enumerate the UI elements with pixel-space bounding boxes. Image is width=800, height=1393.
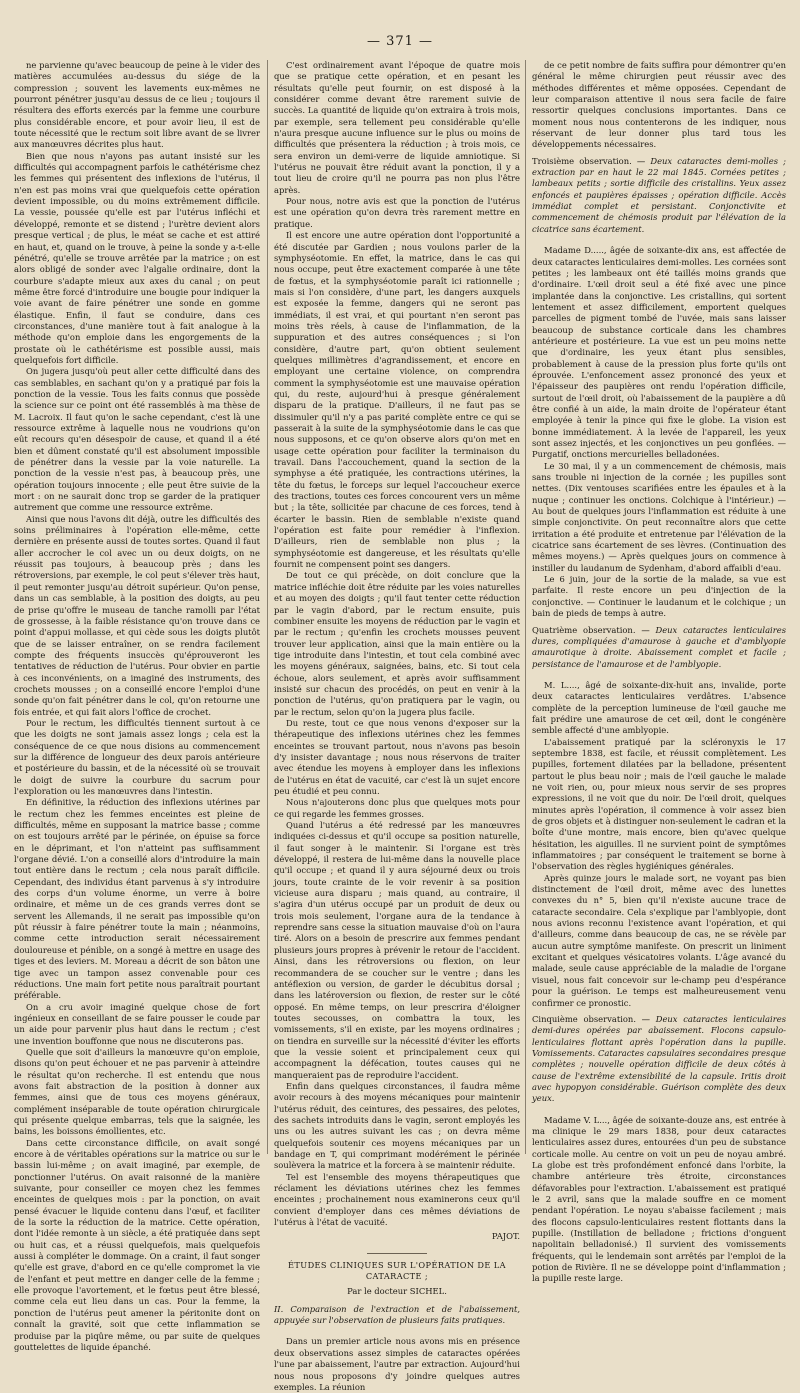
paragraph: De tout ce qui précède, on doit conclure que la matrice infléchie doit être réduite par les voies naturelles et au moyen des doigts ; qu'il faut tenter cette réduction par le vagin d'abord, par le rectum ensuite, puis combiner ensuite les moyens de réduction par le vagin et par le rectum ; qu'enfin les crochets mousses peuvent trouver leur application, ainsi que la main entière ou la tige introduite dans l'intestin, et tout cela combiné avec les moyens généraux, saignées, bains, etc. Si tout cela échoue, alors seulement, et après avoir suffisamment insisté sur chacun des procédés, on peut en venir à la ponction de l'utérus, qu'on pratiquera par le vagin, ou par le rectum, selon qu'on la jugera plus facile. — [274, 570, 520, 717]
paragraph: Madame D....., âgée de soixante-dix ans, est affectée de deux cataractes lenticulaires demi-molles. Les cornées sont petites ; les lambeaux ont été taillés moins grands que d'ordinaire. L'œil droit seul a été fixé avec une pince implantée dans la conjonctive. Les cristallins, qui sortent lentement et assez difficilement, emportent quelques parcelles de pigment tombé de l'uvée, mais sans laisser beaucoup de substance corticale dans les chambres antérieure et postérieure. La vue est un peu moins nette que d'ordinaire, les yeux étant plus sensibles, probablement à cause de la pression plus forte qu'ils ont éprouvée. L'enfoncement assez prononcé des yeux et l'épaisseur des paupières ont rendu l'opération difficile, surtout de l'œil droit, où l'abaissement de la paupière a dû être confié à un aide, la main droite de l'opérateur étant employée à tenir la pince qui fixe le globe. La vision est bonne immédiatement. À la levée de l'appareil, les yeux sont assez injectés, et les conjonctives un peu gonflées. — Purgatif, onctions mercurielles belladonées. — [532, 245, 786, 460]
observation-label: Cinquième observation. — [532, 1013, 636, 1024]
paragraph: C'est ordinairement avant l'époque de quatre mois que se pratique cette opération, et en pesant les résultats qu'elle peut fournir, on est disposé à la considérer comme devant être rarement suivie de succès. La quantité de liquide qu'on extraira à trois mois, par exemple, sera tellement peu considérable qu'elle n'aura presque aucune influence sur le plus ou moins de difficultés que présentera la réduction ; à trois mois, ce sera environ un demi-verre de liquide amniotique. Si l'utérus ne pouvait être réduit avant la ponction, il y a tout lieu de croire qu'il ne pourra pas non plus l'être après. — [274, 60, 520, 195]
observation-title: — Deux cataractes lenticulaires dures, compliquées d'amaurose à gauche et d'amblyopie amaurotique à droite. Abaissement complet et facile ; persistance de l'amaurose et de l'amblyopie. — [532, 624, 786, 669]
paragraph: Du reste, tout ce que nous venons d'exposer sur la thérapeutique des inflexions utérines chez les femmes enceintes se trouvant partout, nous n'avons pas besoin d'y insister davantage ; nous nous réservons de traiter avec étendue les moyens à employer dans les inflexions de l'utérus en état de vacuité, car c'est là un sujet encore peu étudié et peu connu. — [274, 717, 520, 796]
paragraph: Bien que nous n'ayons pas autant insisté sur les difficultés qui accompagnent parfois le cathétérisme chez les femmes qui présentent des inflexions de l'utérus, il n'en est pas moins vrai que quelquefois cette opération devient impossible, ou du moins extrêmement difficile. La vessie, poussée qu'elle est par l'utérus infléchi et développé, remonte et se distend ; l'urètre devient alors presque vertical ; de plus, le méat se cache et est attiré en haut, et, quand on le trouve, à peine la sonde y a-t-elle pénétré, qu'elle se trouve arrêtée par la matrice ; on est alors obligé de sonder avec l'algalie ordinaire, dont la courbure s'adapte mieux aux axes du canal ; on peut même être forcé d'introduire une bougie pour indiquer la voie avant de faire pénétrer une sonde en gomme élastique. Enfin, il faut se conduire, dans ces circonstances, d'une manière tout à fait analogue à la méthode qu'on emploie dans les engorgements de la prostate où le cathétérisme est possible aussi, mais quelquefois fort difficile. — [14, 150, 260, 365]
section-title: ÉTUDES CLINIQUES SUR L'OPÉRATION DE LA CATARACTE ; — [288, 1259, 506, 1282]
paragraph: Pour nous, notre avis est que la ponction de l'utérus est une opération qu'on devra très rarement mettre en pratique. — [274, 196, 520, 229]
paragraph: En définitive, la réduction des inflexions utérines par le rectum chez les femmes enceintes est pleine de difficultés, même en supposant la matrice basse ; comme on est toujours arrêté par le périnée, on épuise sa force en le déprimant, et l'on n'atteint pas suffisamment l'organe dévié. L'on a conseillé alors d'introduire la main tout entière dans le rectum ; cela nous paraît difficile. Cependant, des individus étant parvenus à s'y introduire des corps d'un volume énorme, un verre à boire ordinaire, et même un de ces grands verres dont se servent les Allemands, il ne serait pas impossible qu'on pût réussir à faire pénétrer toute la main ; néanmoins, comme cette introduction serait nécessairement douloureuse et pénible, on a songé à mettre en usage des tiges et des leviers. M. Moreau a décrit de son bâton une tige avec un tampon assez convenable pour ces réductions. Une main fort petite nous paraîtrait pourtant préférable. — [14, 797, 260, 1001]
paragraph: de ce petit nombre de faits suffira pour démontrer qu'en général le même chirurgien peut réussir avec des méthodes différentes et même opposées. Cependant de leur comparaison attentive il nous sera facile de faire ressortir quelques conclusions importantes. Dans ce moment nous nous contenterons de les indiquer, nous réservant de leur donner plus tard tous les développements nécessaires. — [532, 60, 786, 150]
paragraph: Dans cette circonstance difficile, on avait songé encore à de véritables opérations sur la matrice ou sur le bassin lui-même ; on avait imaginé, par exemple, de ponctionner l'utérus. On avait raisonné de la manière suivante, pour conseiller ce moyen chez les femmes enceintes de quelques mois : par la ponction, on avait pensé évacuer le liquide contenu dans l'œuf, et faciliter de la sorte la réduction de la matrice. Cette opération, dont l'idée remonte à un siècle, a été pratiquée dans sept ou huit cas, et a réussi quelquefois, mais quelquefois aussi à compléter le dommage. On a craint, il faut songer qu'elle est grave, d'abord en ce qu'elle compromet la vie de l'enfant et peut mettre en danger celle de la femme ; elle provoque l'avortement, et le fœtus peut être blessé, comme cela eut lieu dans un cas. Pour la femme, la ponction de l'utérus peut amener la péritonite dont on connaît la gravité, soit que cette inflammation se produise par la piqûre même, ou par suite de quelques gouttelettes de liquide épanché. — [14, 1137, 260, 1352]
paragraph: Madame V. L..., âgée de soixante-douze ans, est entrée à ma clinique le 29 mars 1838, pour deux cataractes lenticulaires assez dures, entourées d'un peu de substance corticale molle. Au centre on voit un peu de noyau ambré. La globe est très profondément enfoncé dans l'orbite, la chambre antérieure très étroite, circonstances défavorables pour l'extraction. L'abaissement est pratiqué le 2 avril, sans que la malade souffre en ce moment pendant l'opération. Le noyau s'abaisse facilement ; mais des flocons capsulo-lenticulaires restent flottants dans la pupille. (Instillation de belladone ; frictions d'onguent napolitain belladonisé.) Il survient des vomissements fréquents, qui le lendemain sont arrêtés par l'emploi de la potion de Rivière. Il ne se développe point d'inflammation ; la pupille reste large. — [532, 1114, 786, 1284]
column-divider — [267, 60, 268, 1154]
section-author: Par le docteur SICHEL. — [347, 1286, 447, 1297]
observation-heading — [532, 625, 786, 670]
paragraph: Quelle que soit d'ailleurs la manœuvre qu'on emploie, disons qu'on peut échouer et ne pas parvenir à atteindre le résultat qu'on recherche. Il est entendu que nous avons fait abstraction de la position à donner aux femmes, ainsi que de tous ces moyens généraux, complément inséparable de toute opération chirurgicale qui présente quelque embarras, tels que la saignée, les bains, les boissons émollientes, etc. — [14, 1046, 260, 1137]
paragraph: Après quinze jours le malade sort, ne voyant pas bien distinctement de l'œil droit, même avec des lunettes convexes du n° 5, bien qu'il n'existe aucune trace de cataracte secondaire. Cela s'explique par l'amblyopie, dont nous avions reconnu l'existence avant l'opération, et qui d'ailleurs, comme dans beaucoup de cas, ne se révèle par aucun autre symptôme manifeste. On prescrit un liniment excitant et quelques vésicatoires volants. L'âge avancé du malade, seule cause appréciable de la maladie de l'organe visuel, nous fait concevoir sur le-champ peu d'espérance pour la guérison. Le temps est malheureusement venu confirmer ce pronostic. — [532, 872, 786, 1008]
section-divider — [367, 1253, 427, 1254]
paragraph: M. L...., âgé de soixante-dix-huit ans, invalide, porte deux cataractes lenticulaires verdâtres. L'absence complète de la perception lumineuse de l'œil gauche me fait prédire une amaurose de cet œil, dont le congénère semble affecté d'une amblyopie. — [532, 679, 786, 736]
section-heading: II. Comparaison de l'extraction et de l'abaissement, appuyée sur l'observation de plusieurs faits pratiques. — [274, 1303, 520, 1326]
observation-title: — Deux cataractes lenticulaires demi-dures opérées par abaissement. Flocons capsulo-lenticulaires flottant après l'opération dans la pupille. Vomissements. Cataractes capsulaires secondaires presque complètes ; nouvelle opération difficile de deux côtés à cause de l'extrême extensibilité de la capsule. Iritis droit avec hypopyon considérable. Guérison complète des deux yeux. — [532, 1013, 786, 1104]
observation-heading — [532, 156, 786, 235]
paragraph: Nous n'ajouterons donc plus que quelques mots pour ce qui regarde les femmes grosses. — [274, 797, 520, 819]
paragraph: L'abaissement pratiqué par la scléronyxis le 17 septembre 1838, est facile, et réussit complètement. Les pupilles, fortement dilatées par la belladone, présentent partout le plus beau noir ; mais de l'œil gauche le malade ne voit rien, ou, pour mieux nous servir de ses propres expressions, il ne voit que du noir. De l'œil droit, quelques minutes après l'opération, il commence à voir assez bien de gros objets et à distinguer non-seulement le cadran et la boîte d'une montre, mais encore, bien qu'avec quelque hésitation, les aiguilles. Il ne survient point de symptômes inflammatoires ; par conséquent le traitement se borne à l'observation des règles hygiéniques générales. — [532, 736, 786, 872]
observation-heading — [532, 1014, 786, 1105]
paragraph: On a cru avoir imaginé quelque chose de fort ingénieux en conseillant de se faire pousser le coude par un aide pour parvenir plus haut dans le rectum ; c'est une invention bouffonne que nous ne discuterons pas. — [14, 1001, 260, 1046]
paragraph: Le 6 juin, jour de la sortie de la malade, sa vue est parfaite. Il reste encore un peu d'injection de la conjonctive. — Continuer le laudanum et le colchique ; un bain de pieds de temps à autre. — [532, 574, 786, 619]
paragraph: Il est encore une autre opération dont l'opportunité a été discutée par Gardien ; nous voulons parler de la symphyséotomie. En effet, la matrice, dans le cas qui nous occupe, peut être exactement comparée à une tête de fœtus, et la symphyséotomie paraît ici rationnelle ; mais si l'on considère, d'une part, les dangers auxquels est exposée la femme, dangers qui ne seront pas immédiats, il est vrai, et qui pourtant n'en seront pas moins très réels, à cause de l'inflammation, de la suppuration et des autres conséquences ; si l'on considère, d'autre part, qu'on obtient seulement quelques millimètres d'agrandissement, et encore en employant une certaine violence, on comprendra comment la symphyséotomie est une mauvaise opération qui, du reste, aujourd'hui à presque généralement disparu de la pratique. D'ailleurs, il ne faut pas se dissimuler qu'il n'y a pas parité complète entre ce qui se passerait à la suite de la symphyséotomie dans le cas que nous supposons, et ce qu'on observe alors qu'on met en usage cette opération pour faciliter la terminaison du travail. Dans l'accouchement, quand la section de la symphyse a été pratiquée, les contractions utérines, la tête du fœtus, le forceps sur lequel l'accoucheur exerce des tractions, toutes ces forces concourent vers un même but ; la tête, sollicitée par chacune de ces forces, tend à écarter le bassin. Rien de semblable n'existe quand l'opération est faite pour remédier à l'inflexion. D'ailleurs, rien de semblable non plus ; la symphyséotomie est dangereuse, et les résultats qu'elle fournit ne compensent point ses dangers. — [274, 230, 520, 570]
column-right — [532, 60, 786, 1284]
paragraph: Enfin dans quelques circonstances, il faudra même avoir recours à des moyens mécaniques pour maintenir l'utérus réduit, des ceintures, des pessaires, des pelotes, des sachets introduits dans le vagin, seront employés les uns ou les autres suivant les cas ; on devra même quelquefois soutenir ces moyens mécaniques par un bandage en T, qui comprimant modérément le périnée soulèvera la matrice et la forcera à se maintenir réduite. — [274, 1080, 520, 1171]
column-left — [14, 60, 260, 1352]
paragraph: Dans un premier article nous avons mis en présence deux observations assez simples de cataractes opérées l'une par abaissement, l'autre par extraction. Aujourd'hui nous nous proposons d'y joindre quelques autres exemples. La réunion — [274, 1336, 520, 1392]
article-signature: PAJOT. — [491, 1231, 520, 1242]
paragraph: Ainsi que nous l'avons dit déjà, outre les difficultés des soins préliminaires à l'opération elle-même, cette dernière en présente aussi de toutes sortes. Quand il faut aller accrocher le col avec un ou deux doigts, on ne réussit pas toujours, à beaucoup près ; dans les rétroversions, par exemple, le col peut s'élever très haut, il peut remonter jusqu'au détroit supérieur. Qu'on pense, dans un cas semblable, à la position des doigts, au peu de prise qu'offre le museau de tanche ramolli par l'état de grossesse, à la faible résistance qu'on trouve dans ce point d'appui mollasse, et qui cède sous les doigts plutôt que de se laisser entraîner, on se rendra facilement compte des fréquents insuccès qu'éprouveront les tentatives de réduction de l'utérus. Pour obvier en partie à ces inconvénients, on a imaginé des instruments, des crochets mousses ; on a conseillé encore l'emploi d'une sonde qu'on fait pénétrer dans le col, qu'on retourne une fois entrée, et qui fait alors l'office de crochet. — [14, 513, 260, 717]
column-divider — [525, 60, 526, 1154]
observation-title: — Deux cataractes demi-molles ; extraction par en haut le 22 mai 1845. Cornées petites ; lambeaux petits ; sortie difficile des cristallins. Yeux assez enfoncés et paupières épaisses ; opération difficile. Accès immédiat complet et persistant. Conjonctivite et commencement de chémosis produit par l'élévation de la cicatrice sans écartement. — [532, 155, 786, 234]
paragraph: On jugera jusqu'où peut aller cette difficulté dans des cas semblables, en sachant qu'on y a pratiqué par fois la ponction de la vessie. Tous les faits connus que possède la science sur ce point ont été rassemblés à ma thèse de M. Lacroix. Il faut qu'on le sache cependant, c'est là une ressource extrême à laquelle nous ne voudrions qu'on eût recours qu'en désespoir de cause, et quand il a été bien et dûment constaté qu'il est absolument impossible de pénétrer dans la vessie par la voie naturelle. La ponction de la vessie n'est pas, à beaucoup près, une opération toujours innocente ; elle peut être suivie de la mort : on ne saurait donc trop se garder de la pratiquer autrement que comme une ressource extrême. — [14, 366, 260, 513]
paragraph: Le 30 mai, il y a un commencement de chémosis, mais sans trouble ni injection de la cornée ; les pupilles sont nettes. (Dix ventouses scarifiées entre les épaules et à la nuque ; continuer les onctions. Colchique à l'intérieur.) — Au bout de quelques jours l'inflammation est réduite à une simple conjonctivite. On peut reconnaître alors que cette irritation a été produite et entretenue par l'élévation de la cicatrice sans écartement de ses lèvres. (Continuation des mêmes moyens.) — Après quelques jours on commence à instiller du laudanum de Sydenham, d'abord affaibli d'eau. — [532, 460, 786, 573]
paragraph: Pour le rectum, les difficultés tiennent surtout à ce que les doigts ne sont jamais assez longs ; cela est la conséquence de ce que nous disions au commencement sur la différence de longueur des deux parois antérieure et postérieure du bassin, et de la nécessité où se trouvait le doigt de suivre la courbure du sacrum pour l'exploration ou les manœuvres dans l'intestin. — [14, 717, 260, 796]
page-number: — 371 — — [366, 34, 434, 49]
observation-label: Troisième observation. — [532, 155, 632, 166]
column-middle — [274, 60, 520, 1392]
paragraph: Tel est l'ensemble des moyens thérapeutiques que réclament les déviations utérines chez les femmes enceintes ; prochainement nous examinerons ceux qu'il convient d'employer dans ces mêmes déviations de l'utérus à l'état de vacuité. — [274, 1171, 520, 1228]
paragraph: Quand l'utérus a été redressé par les manœuvres indiquées ci-dessus et qu'il occupe sa position naturelle, il faut songer à le maintenir. Si l'organe est très développé, il restera de lui-même dans la nouvelle place qu'il occupe ; et quand il y aura séjourné deux ou trois jours, toute crainte de le voir revenir à sa position vicieuse aura disparu ; mais quand, au contraire, il s'agira d'un utérus occupé par un produit de deux ou trois mois seulement, l'organe aura de la tendance à reprendre sans cesse la situation mauvaise d'où on l'aura tiré. Alors on a besoin de prescrire aux femmes pendant plusieurs jours propres à prévenir le retour de l'accident. Ainsi, dans les rétroversions ou flexion, on leur recommandera de se coucher sur le ventre ; dans les antéflexion ou version, de garder le décubitus dorsal ; dans les latéroversion ou flexion, de rester sur le côté opposé. En même temps, on leur prescrira d'éloigner toutes secousses, on combattra la toux, les vomissements, s'il en existe, par les moyens ordinaires ; on tiendra en surveille sur la nécessité d'éviter les efforts que la vessie soient et principalement ceux qui accompagnent la défécation, toutes causes qui ne manqueraient pas de reproduire l'accident. — [274, 820, 520, 1080]
observation-label: Quatrième observation. — [532, 624, 636, 635]
paragraph: ne parvienne qu'avec beaucoup de peine à le vider des matières accumulées au-dessus du siége de la compression ; souvent les lavements eux-mêmes ne pourront pénétrer jusqu'au dessus de ce lieu ; toujours il résultera des efforts exercés par la femme une courbure plus considérable encore, et pour avoir lieu, il est de toute nécessité que le rectum soit libre avant de se livrer aux manœuvres décrites plus haut. — [14, 60, 260, 150]
